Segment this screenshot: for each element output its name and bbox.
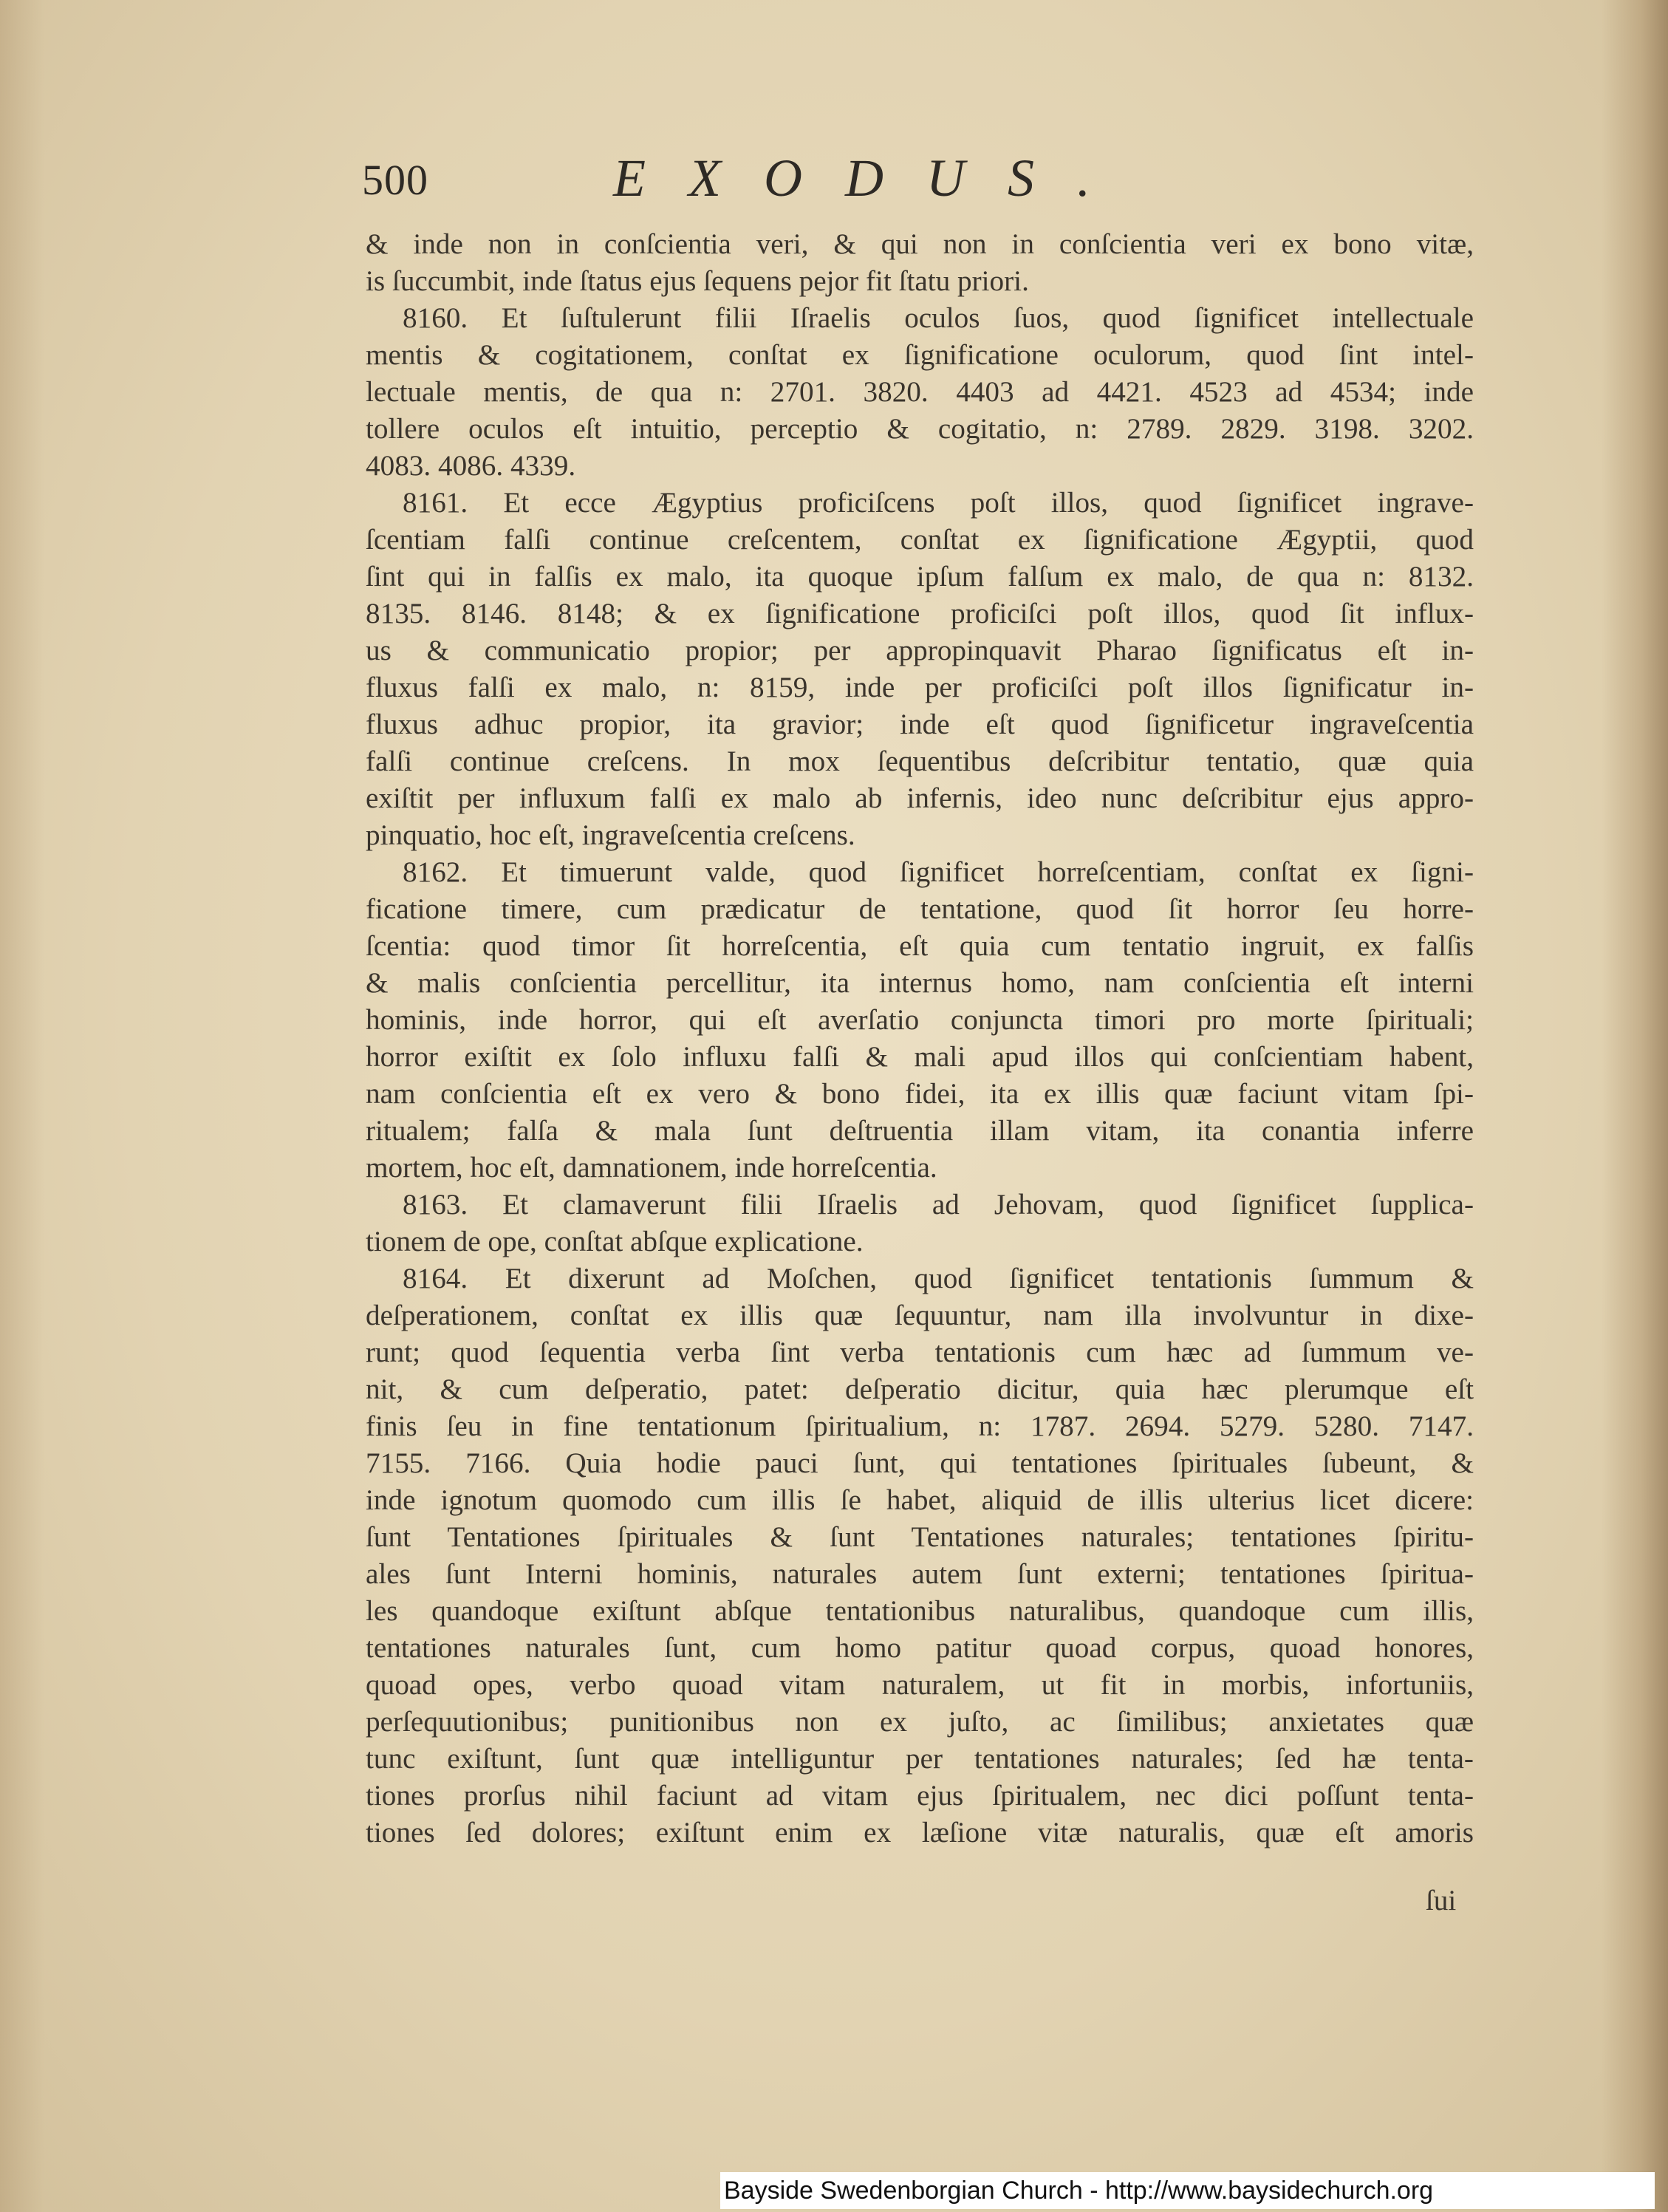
text-line: & malis conſcientia percellitur, ita internus homo, nam conſcientia eſt interni (366, 967, 1474, 999)
text-line: ritualem; falſa & mala ſunt deſtruentia illam vitam, ita conantia inferre (366, 1115, 1474, 1147)
text-line: mortem, hoc eſt, damnationem, inde horreſcentia. (366, 1152, 937, 1184)
text-line: quoad opes, verbo quoad vitam naturalem, ut fit in morbis, infortuniis, (366, 1669, 1474, 1701)
text-line: ſcentiam falſi continue creſcentem, conſtat ex ſignificatione Ægyptii, quod (366, 524, 1474, 556)
text-line: 8161. Et ecce Ægyptius proficiſcens poſt illos, quod ſignificet ingrave- (403, 487, 1474, 519)
text-line: 7155. 7166. Quia hodie pauci ſunt, qui tentationes ſpirituales ſubeunt, & (366, 1447, 1474, 1479)
text-line: ſint qui in falſis ex malo, ita quoque ipſum falſum ex malo, de qua n: 8132. (366, 561, 1474, 593)
text-line: exiſtit per influxum falſi ex malo ab infernis, ideo nunc deſcribitur ejus appro- (366, 782, 1474, 814)
text-line: ales ſunt Interni hominis, naturales autem ſunt externi; tentationes ſpiritua- (366, 1558, 1474, 1590)
catchword: ſui (1426, 1885, 1457, 1916)
text-line: tunc exiſtunt, ſunt quæ intelliguntur per tentationes naturales; ſed hæ tenta- (366, 1743, 1474, 1775)
text-line: hominis, inde horror, qui eſt averſatio conjuncta timori pro morte ſpirituali; (366, 1004, 1474, 1036)
page-header (362, 148, 1470, 214)
text-line: & inde non in conſcientia veri, & qui non in conſcientia veri ex bono vitæ, (366, 228, 1474, 260)
page-shadow-left (0, 0, 44, 2212)
text-line: 8164. Et dixerunt ad Moſchen, quod ſignificet tentationis ſummum & (403, 1263, 1474, 1294)
text-line: tiones ſed dolores; exiſtunt enim ex læſione vitæ naturalis, quæ eſt amoris (366, 1817, 1474, 1849)
body-text (366, 226, 1474, 1851)
text-line: fluxus adhuc propior, ita gravior; inde eſt quod ſignificetur ingraveſcentia (366, 709, 1474, 740)
text-line: fluxus falſi ex malo, n: 8159, inde per proficiſci poſt illos ſignificatur in- (366, 672, 1474, 703)
text-line: us & communicatio propior; per appropinquavit Pharao ſignificatus eſt in- (366, 635, 1474, 666)
text-line: tollere oculos eſt intuitio, perceptio & cogitatio, n: 2789. 2829. 3198. 3202. (366, 413, 1474, 445)
text-line: horror exiſtit ex ſolo influxu falſi & mali apud illos qui conſcientiam habent, (366, 1041, 1474, 1073)
text-line: perſequutionibus; punitionibus non ex juſto, ac ſimilibus; anxietates quæ (366, 1706, 1474, 1738)
watermark-banner: Bayside Swedenborgian Church - http://www.baysidechurch.org (720, 2172, 1655, 2209)
text-line: pinquatio, hoc eſt, ingraveſcentia creſcens. (366, 819, 855, 851)
text-line: 8135. 8146. 8148; & ex ſignificatione proficiſci poſt illos, quod ſit influx- (366, 598, 1474, 629)
text-line: ficatione timere, cum prædicatur de tentatione, quod ſit horror ſeu horre- (366, 893, 1474, 925)
text-line: is ſuccumbit, inde ſtatus ejus ſequens pejor fit ſtatu priori. (366, 265, 1029, 297)
text-line: mentis & cogitationem, conſtat ex ſignificatione oculorum, quod ſint intel- (366, 339, 1474, 371)
text-line: ſunt Tentationes ſpirituales & ſunt Tentationes naturales; tentationes ſpiritu- (366, 1521, 1474, 1553)
text-line: tionem de ope, conſtat abſque explicatione. (366, 1226, 864, 1257)
text-line: 8163. Et clamaverunt filii Iſraelis ad Jehovam, quod ſignificet ſupplica- (403, 1189, 1474, 1221)
text-line: falſi continue creſcens. In mox ſequentibus deſcribitur tentatio, quæ quia (366, 745, 1474, 777)
text-line: runt; quod ſequentia verba ſint verba tentationis cum hæc ad ſummum ve- (366, 1337, 1474, 1368)
text-line: nit, & cum deſperatio, patet: deſperatio dicitur, quia hæc plerumque eſt (366, 1373, 1474, 1405)
text-line: les quandoque exiſtunt abſque tentationibus naturalibus, quandoque cum illis, (366, 1595, 1474, 1627)
text-line: lectuale mentis, de qua n: 2701. 3820. 4403 ad 4421. 4523 ad 4534; inde (366, 376, 1474, 408)
text-line: tentationes naturales ſunt, cum homo patitur quoad corpus, quoad honores, (366, 1632, 1474, 1664)
running-title: EXODUS. (613, 149, 1133, 208)
text-line: 4083. 4086. 4339. (366, 450, 576, 482)
text-line: ſcentia: quod timor ſit horreſcentia, eſt quia cum tentatio ingruit, ex falſis (366, 930, 1474, 962)
text-line: deſperationem, conſtat ex illis quæ ſequuntur, nam illa involvuntur in dixe- (366, 1300, 1474, 1331)
text-line: 8162. Et timuerunt valde, quod ſignificet horreſcentiam, conſtat ex ſigni- (403, 856, 1474, 888)
text-line: nam conſcientia eſt ex vero & bono fidei, ita ex illis quæ faciunt vitam ſpi- (366, 1078, 1474, 1110)
page-number: 500 (362, 156, 428, 204)
text-line: inde ignotum quomodo cum illis ſe habet, aliquid de illis ulterius licet dicere: (366, 1484, 1474, 1516)
text-line: 8160. Et ſuſtulerunt filii Iſraelis oculos ſuos, quod ſignificet intellectuale (403, 302, 1474, 334)
text-line: finis ſeu in fine tentationum ſpiritualium, n: 1787. 2694. 5279. 5280. 7147. (366, 1410, 1474, 1442)
text-line: tiones prorſus nihil faciunt ad vitam ejus ſpiritualem, nec dici poſſunt tenta- (366, 1780, 1474, 1812)
page-shadow-right (1602, 0, 1668, 2212)
